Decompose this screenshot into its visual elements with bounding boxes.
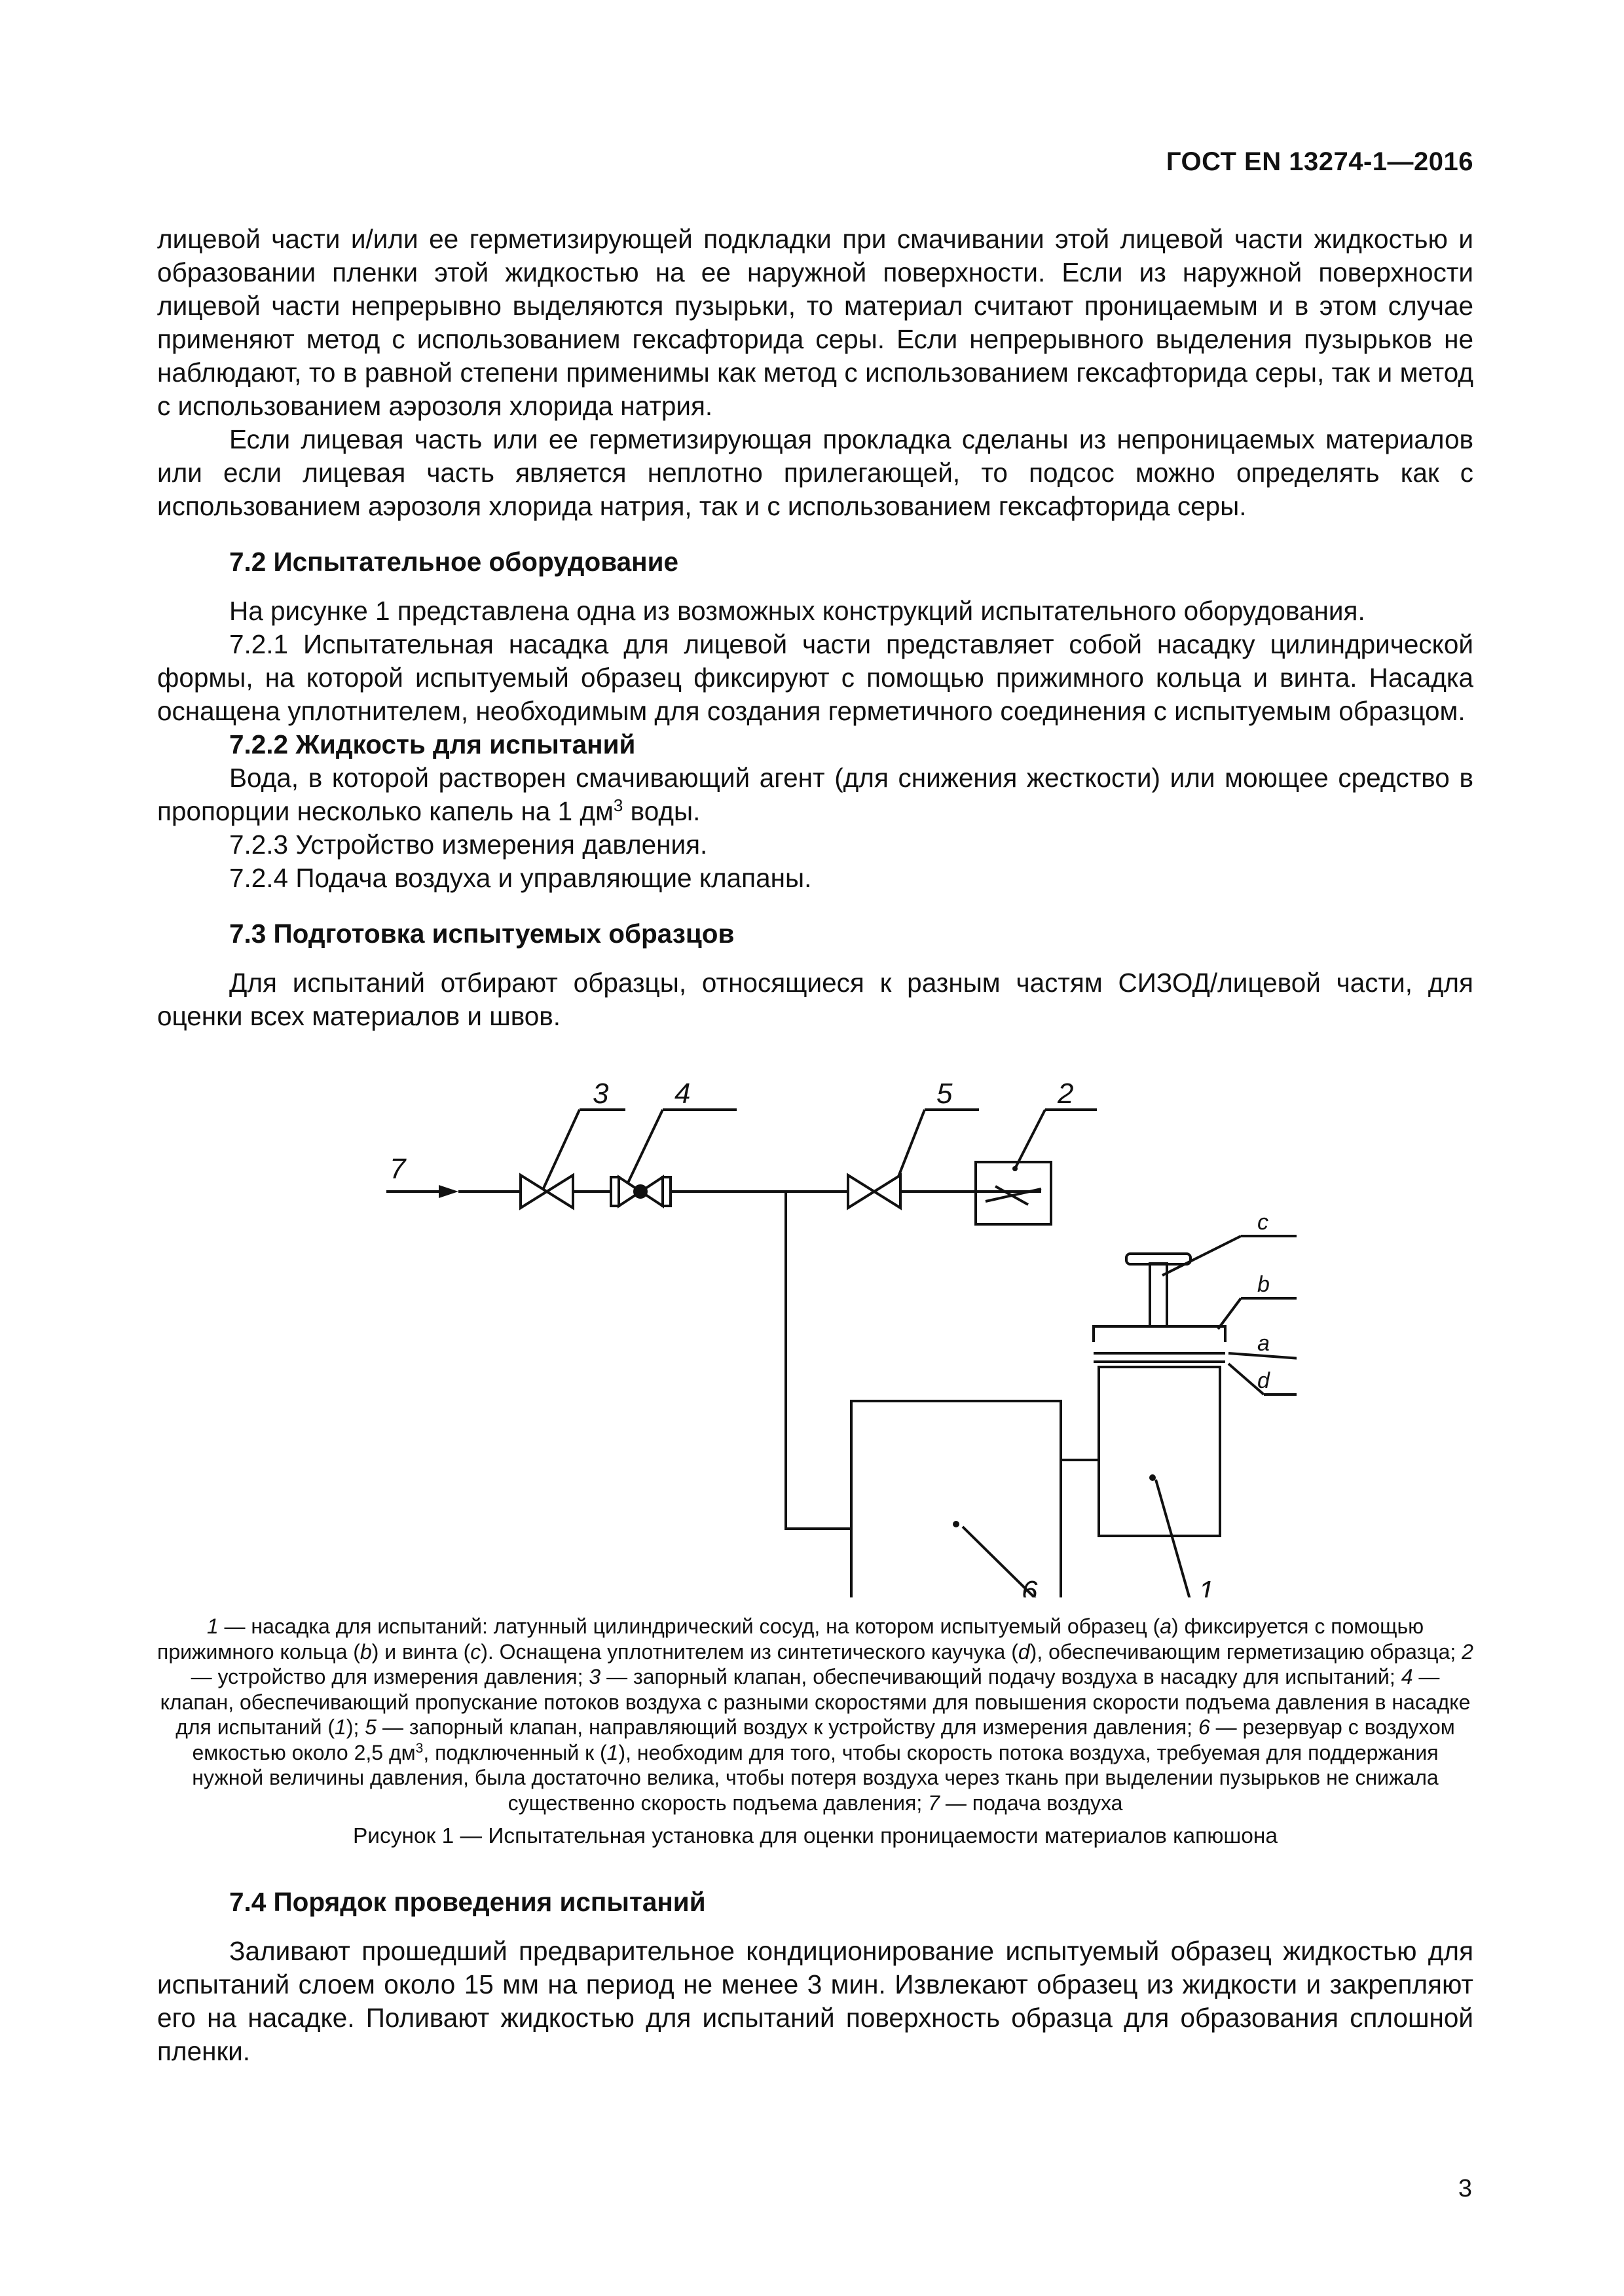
figure-1-caption: Рисунок 1 — Испытательная установка для оценки проницаемости материалов капюшона	[352, 1824, 1278, 1848]
leader-4	[625, 1110, 663, 1188]
gauge-needle-2	[995, 1186, 1028, 1205]
section-7-2-intro: На рисунке 1 представлена одна из возможных конструкций испытательного оборудования.	[229, 596, 1365, 626]
shutoff-valve-5	[848, 1175, 900, 1208]
section-7-2-2-heading: 7.2.2 Жидкость для испытаний	[229, 729, 636, 759]
test-vessel	[1099, 1367, 1220, 1536]
flow-control-valve-4	[611, 1177, 671, 1206]
legend-text: 1 — насадка для испытаний: латунный цилиндрический сосуд, на котором испытуемый образец (a) фиксируется с помощью прижимного кольца (b) и винта (c). Оснащена уплотнителем из синтетического каучука (d), обеспечивающим герметизацию образца; 2 — устройство для измерения давления; 3 — запорный клапан, обеспечивающий подачу воздуха в насадку для испытаний; 4 — клапан, обеспечивающий пропускание потоков воздуха с разными скоростями для повышения скорости подъема давления в насадке для испытаний (1); 5 — запорный клапан, направляющий воздух к устройству для измерения давления; 6 — резервуар с воздухом емкостью около 2,5 $дм^3$, подключенный к (1), необходим для того, чтобы скорость потока воздуха, требуемая для поддержания нужной величины давления, была достаточно велика, чтобы потеря воздуха через ткань при выделении пузырьков не снижала существенно скорость подъема давления; 7 — подача воздуха	[157, 1614, 1473, 1815]
figure-1-legend	[157, 1614, 1473, 1815]
section-7-3-heading: 7.3 Подготовка испытуемых образцов	[229, 919, 735, 949]
label-c: c	[1257, 1210, 1268, 1235]
paragraph-7-2-2: Вода, в которой растворен смачивающий агент (для снижения жесткости) или моющее средство в пропорции несколько капель на 1 $дм^3$ воды.	[157, 763, 1473, 826]
reservoir-pipe	[786, 1192, 851, 1529]
label-4: 4	[674, 1078, 691, 1110]
leader-2	[1015, 1110, 1045, 1169]
section-7-2-heading: 7.2 Испытательное оборудование	[229, 547, 678, 577]
leader-1	[1156, 1480, 1193, 1597]
clamping-ring	[1094, 1326, 1225, 1342]
paragraph-7-4: Заливают прошедший предварительное кондиционирование испытуемый образец жидкостью для испытаний слоем около 15 мм на период не менее 3 мин. Извлекают образец из жидкости и закрепляют его на насадке. Поливают жидкостью для испытаний поверхность образца для образования сплошной пленки.	[157, 1936, 1473, 2066]
air-supply-arrowhead	[439, 1185, 458, 1198]
label-b: b	[1257, 1272, 1270, 1297]
paragraph-7-3: Для испытаний отбирают образцы, относящиеся к разным частям СИЗОД/лицевой части, для оценки всех материалов и швов.	[157, 968, 1473, 1031]
leader-c	[1162, 1236, 1241, 1275]
label-2: 2	[1058, 1078, 1074, 1110]
paragraph-7-2-3: 7.2.3 Устройство измерения давления.	[229, 829, 708, 860]
paragraph-7-2-4: 7.2.4 Подача воздуха и управляющие клапаны.	[229, 863, 812, 893]
air-reservoir	[851, 1401, 1061, 1597]
label-6: 6	[1022, 1575, 1038, 1597]
label-d: d	[1257, 1368, 1270, 1393]
paragraph-continuation-2: Если лицевая часть или ее герметизирующая прокладка сделаны из непроницаемых материалов или если лицевая часть является неплотно прилегающей, то подсос можно определять как с использованием аэрозоля хлорида натрия, так и с использованием гексафторида серы.	[157, 424, 1473, 521]
lower-text-block	[157, 1886, 1473, 2068]
label-7: 7	[390, 1153, 406, 1185]
schematic-drawing	[367, 1074, 1297, 1597]
label-a: a	[1257, 1331, 1270, 1356]
paragraph-continuation-1: лицевой части и/или ее герметизирующей подкладки при смачивании этой лицевой части жидкостью и образовании пленки этой жидкостью на ее наружной поверхности. Если из наружной поверхности лицевой части непрерывно выделяются пузырьки, то материал считают проницаемым и в этом случае применяют метод с использованием гексафторида серы. Если непрерывного выделения пузырьков не наблюдают, то в равной степени применимы как метод с использованием гексафторида серы, так и метод с использованием аэрозоля хлорида натрия.	[157, 224, 1473, 421]
section-7-4-heading: 7.4 Порядок проведения испытаний	[229, 1887, 706, 1917]
leader-b	[1218, 1298, 1241, 1329]
label-1: 1	[1198, 1575, 1215, 1597]
label-5: 5	[936, 1078, 953, 1110]
paragraph-7-2-1: 7.2.1 Испытательная насадка для лицевой части представляет собой насадку цилиндрической формы, на которой испытуемый образец фиксируют с помощью прижимного кольца и винта. Насадка оснащена уплотнителем, необходимым для создания герметичного соединения с испытуемым образцом.	[157, 629, 1473, 726]
standard-designation: ГОСТ EN 13274-1—2016	[1166, 147, 1473, 176]
upper-text-block	[157, 223, 1473, 1033]
pressure-gauge	[976, 1162, 1051, 1224]
figure-1-schematic	[367, 1074, 1297, 1597]
label-3: 3	[593, 1078, 609, 1110]
page-number: 3	[1458, 2175, 1472, 2202]
